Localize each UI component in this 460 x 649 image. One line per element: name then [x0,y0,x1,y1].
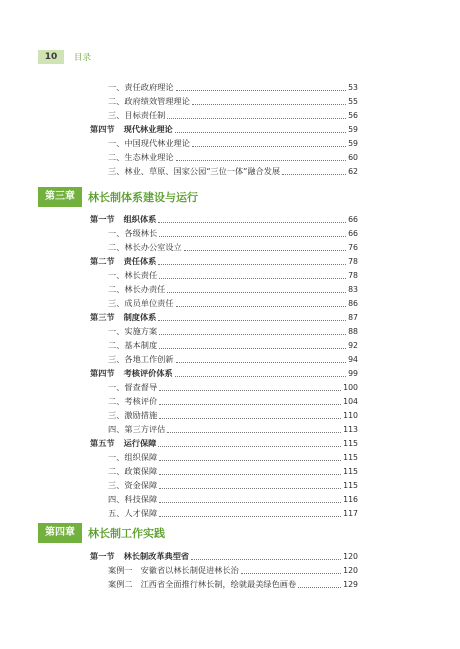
toc-item[interactable]: 四、科技保障 116 [108,494,358,504]
toc-item[interactable]: 二、生态林业理论 60 [108,152,358,162]
toc-item[interactable]: 四、第三方评估 113 [108,424,358,434]
toc-section[interactable]: 第三节 制度体系 87 [90,312,358,322]
toc-section[interactable]: 第四节 考核评价体系 99 [90,368,358,378]
toc-item[interactable]: 一、各级林长 66 [108,228,358,238]
chapter-heading[interactable] [38,523,165,543]
toc-item[interactable]: 三、林业、草原、国家公园“三位一体”融合发展 62 [108,166,358,176]
chapter-title: 林长制体系建设与运行 [88,191,198,204]
toc-item[interactable]: 三、成员单位责任 86 [108,298,358,308]
toc-item[interactable]: 三、激励措施 110 [108,410,358,420]
toc-section[interactable]: 第一节 林长制改革典型省 120 [90,551,358,561]
toc-item[interactable]: 二、政府绩效管理理论 55 [108,96,358,106]
toc-case[interactable]: 案例一 安徽省以林长制促进林长治 120 [108,565,358,575]
toc-item[interactable]: 二、政策保障 115 [108,466,358,476]
header-title: 目录 [74,53,92,63]
toc-item[interactable]: 一、督查督导 100 [108,382,358,392]
chapter-title: 林长制工作实践 [88,527,165,540]
toc-item[interactable]: 二、考核评价 104 [108,396,358,406]
toc-item[interactable]: 一、责任政府理论 53 [108,82,358,92]
chapter-badge: 第四章 [38,523,82,543]
toc-item[interactable]: 一、林长责任 78 [108,270,358,280]
toc-item[interactable]: 三、目标责任制 56 [108,110,358,120]
toc-section[interactable]: 第四节 现代林业理论 59 [90,124,358,134]
toc-section[interactable]: 第二节 责任体系 78 [90,256,358,266]
page-header [38,50,91,64]
chapter-badge: 第三章 [38,187,82,207]
chapter-heading[interactable] [38,187,198,207]
toc-item[interactable]: 二、林长办责任 83 [108,284,358,294]
toc-case[interactable]: 案例二 江西省全面推行林长制，绘就最美绿色画卷 129 [108,579,358,589]
toc-item[interactable]: 三、资金保障 115 [108,480,358,490]
toc-item[interactable]: 一、中国现代林业理论 59 [108,138,358,148]
toc-item[interactable]: 二、林长办公室设立 76 [108,242,358,252]
toc-item[interactable]: 一、组织保障 115 [108,452,358,462]
toc-item[interactable]: 二、基本制度 92 [108,340,358,350]
toc-item[interactable]: 三、各地工作创新 94 [108,354,358,364]
page-number: 10 [38,50,64,64]
toc-item[interactable]: 一、实施方案 88 [108,326,358,336]
toc-section[interactable]: 第一节 组织体系 66 [90,214,358,224]
toc-item[interactable]: 五、人才保障 117 [108,508,358,518]
toc-section[interactable]: 第五节 运行保障 115 [90,438,358,448]
